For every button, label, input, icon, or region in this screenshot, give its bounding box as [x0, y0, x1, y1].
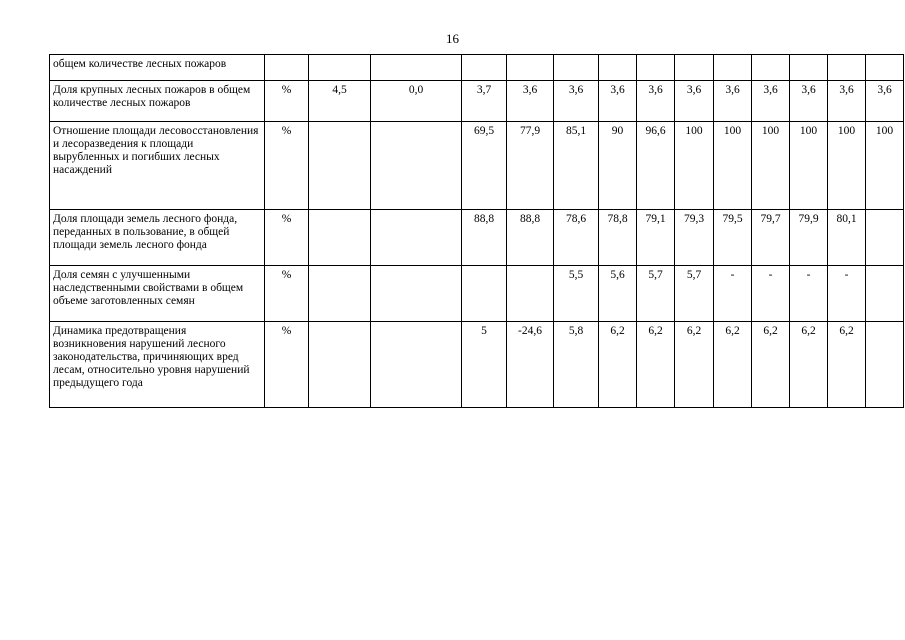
indicator-unit: % — [265, 322, 309, 408]
value-cell: 78,8 — [599, 210, 637, 266]
value-cell: 88,8 — [462, 210, 507, 266]
value-cell: 90 — [599, 122, 637, 210]
value-cell — [309, 322, 371, 408]
value-cell — [828, 55, 866, 81]
value-cell — [309, 122, 371, 210]
value-cell: 5,7 — [675, 266, 714, 322]
value-cell: 5,6 — [599, 266, 637, 322]
table-row — [50, 266, 904, 322]
value-cell: 3,6 — [675, 81, 714, 122]
value-cell: 3,6 — [637, 81, 675, 122]
value-cell: - — [790, 266, 828, 322]
value-cell — [790, 55, 828, 81]
value-cell: 100 — [828, 122, 866, 210]
table-row — [50, 210, 904, 266]
value-cell — [371, 122, 462, 210]
value-cell: 80,1 — [828, 210, 866, 266]
value-cell: 5,8 — [554, 322, 599, 408]
indicator-unit — [265, 55, 309, 81]
value-cell: 85,1 — [554, 122, 599, 210]
value-cell — [599, 55, 637, 81]
value-cell: 79,1 — [637, 210, 675, 266]
indicator-unit: % — [265, 210, 309, 266]
value-cell: 0,0 — [371, 81, 462, 122]
value-cell: 100 — [714, 122, 752, 210]
value-cell: 3,6 — [752, 81, 790, 122]
indicator-label: Доля площади земель лесного фонда, переданных в пользование, в общей площади земель лесного фонда — [50, 210, 265, 266]
value-cell — [462, 55, 507, 81]
value-cell: 5,5 — [554, 266, 599, 322]
value-cell — [866, 266, 904, 322]
value-cell — [866, 322, 904, 408]
value-cell: - — [752, 266, 790, 322]
value-cell: 79,3 — [675, 210, 714, 266]
indicator-label: Доля семян с улучшенными наследственными свойствами в общем объеме заготовленных семян — [50, 266, 265, 322]
value-cell: 100 — [752, 122, 790, 210]
value-cell: 6,2 — [790, 322, 828, 408]
value-cell — [371, 322, 462, 408]
value-cell — [309, 210, 371, 266]
value-cell: -24,6 — [507, 322, 554, 408]
indicator-label: общем количестве лесных пожаров — [50, 55, 265, 81]
value-cell: 4,5 — [309, 81, 371, 122]
value-cell: 69,5 — [462, 122, 507, 210]
value-cell: 3,6 — [866, 81, 904, 122]
value-cell: 88,8 — [507, 210, 554, 266]
value-cell: 6,2 — [599, 322, 637, 408]
value-cell: 6,2 — [637, 322, 675, 408]
value-cell — [554, 55, 599, 81]
table-row — [50, 81, 904, 122]
indicators-table — [49, 54, 904, 408]
value-cell — [462, 266, 507, 322]
value-cell: 5 — [462, 322, 507, 408]
value-cell: 3,6 — [714, 81, 752, 122]
value-cell — [752, 55, 790, 81]
value-cell: 6,2 — [714, 322, 752, 408]
value-cell: 100 — [790, 122, 828, 210]
value-cell: 3,6 — [828, 81, 866, 122]
value-cell: 5,7 — [637, 266, 675, 322]
value-cell: - — [828, 266, 866, 322]
value-cell: 79,5 — [714, 210, 752, 266]
value-cell: 100 — [675, 122, 714, 210]
value-cell: 79,7 — [752, 210, 790, 266]
value-cell — [507, 266, 554, 322]
table-row — [50, 122, 904, 210]
value-cell: 3,7 — [462, 81, 507, 122]
value-cell — [507, 55, 554, 81]
value-cell: 3,6 — [554, 81, 599, 122]
table-row — [50, 322, 904, 408]
value-cell: 3,6 — [507, 81, 554, 122]
value-cell — [866, 55, 904, 81]
value-cell — [309, 55, 371, 81]
value-cell: 6,2 — [752, 322, 790, 408]
value-cell — [371, 266, 462, 322]
value-cell: 6,2 — [675, 322, 714, 408]
value-cell — [714, 55, 752, 81]
indicator-unit: % — [265, 122, 309, 210]
table-row — [50, 55, 904, 81]
value-cell — [675, 55, 714, 81]
page-number: 16 — [446, 31, 459, 46]
indicator-label: Динамика предотвращения возникновения нарушений лесного законодательства, причиняющих вред лесам, относительно уровня нарушений предыдущего года — [50, 322, 265, 408]
value-cell — [309, 266, 371, 322]
value-cell — [866, 210, 904, 266]
indicator-unit: % — [265, 266, 309, 322]
value-cell: 78,6 — [554, 210, 599, 266]
value-cell: 3,6 — [599, 81, 637, 122]
indicator-label: Доля крупных лесных пожаров в общем количестве лесных пожаров — [50, 81, 265, 122]
value-cell — [371, 55, 462, 81]
value-cell — [637, 55, 675, 81]
value-cell — [371, 210, 462, 266]
indicator-unit: % — [265, 81, 309, 122]
value-cell: - — [714, 266, 752, 322]
indicator-label: Отношение площади лесовосстановления и лесоразведения к площади вырубленных и погибших лесных насаждений — [50, 122, 265, 210]
value-cell: 96,6 — [637, 122, 675, 210]
value-cell: 3,6 — [790, 81, 828, 122]
value-cell: 6,2 — [828, 322, 866, 408]
value-cell: 77,9 — [507, 122, 554, 210]
value-cell: 100 — [866, 122, 904, 210]
value-cell: 79,9 — [790, 210, 828, 266]
